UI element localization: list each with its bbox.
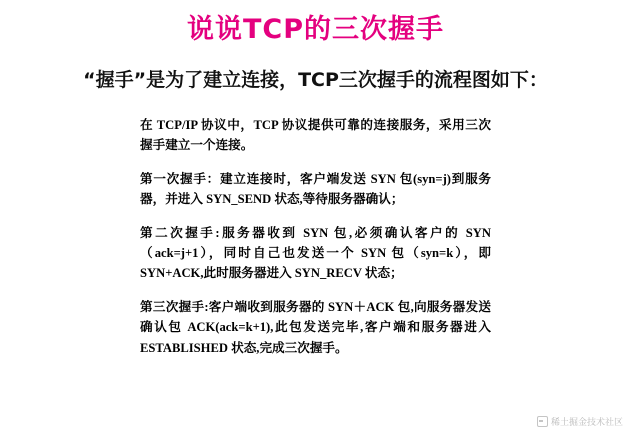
page-title: 说说TCP的三次握手 (186, 14, 445, 45)
juejin-logo-icon (537, 416, 548, 427)
page-subtitle: “握手”是为了建立连接，TCP三次握手的流程图如下： (83, 69, 548, 92)
watermark (537, 415, 623, 428)
paragraph-handshake-1: 第一次握手：建立连接时，客户端发送 SYN 包(syn=j)到服务器，并进入 SYN_SEND 状态,等待服务器确认； (140, 171, 491, 207)
paragraph-handshake-3: 第三次握手:客户端收到服务器的 SYN＋ACK 包,向服务器发送确认包 ACK(ack=k+1),此包发送完毕,客户端和服务器进入 ESTABLISHED 状态,完成三次握手。 (140, 299, 491, 355)
paragraph-intro: 在 TCP/IP 协议中，TCP 协议提供可靠的连接服务，采用三次握手建立一个连接。 (140, 118, 491, 153)
watermark-label: 稀土掘金技术社区 (550, 418, 623, 428)
paragraph-handshake-2: 第二次握手:服务器收到 SYN 包,必须确认客户的 SYN（ack=j+1），同时自己也发送一个 SYN 包（syn=k），即SYN+ACK,此时服务器进入 SYN_RECV 状态； (140, 225, 491, 281)
body-text-block (140, 115, 491, 358)
document-page (0, 14, 631, 433)
